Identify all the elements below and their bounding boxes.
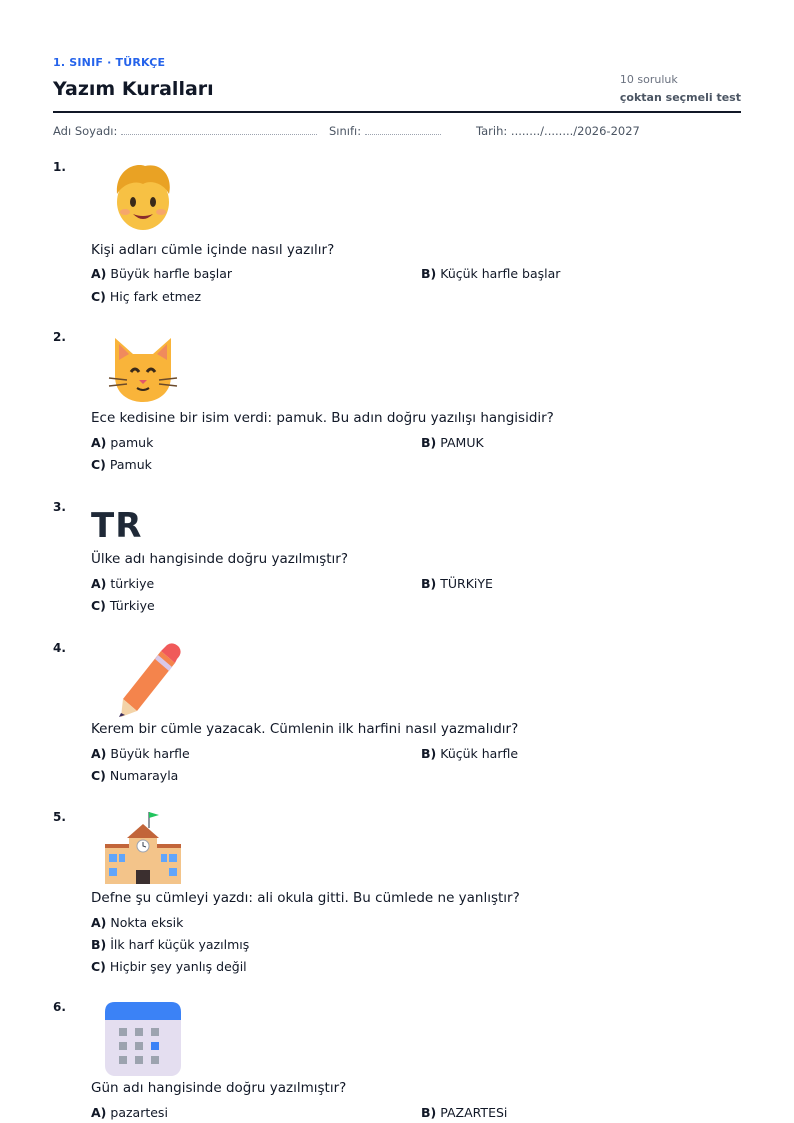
option-letter: C) — [91, 598, 106, 613]
option-text: Küçük harfle — [440, 746, 519, 761]
name-field — [53, 124, 317, 138]
class-label: Sınıfı: — [329, 124, 362, 138]
calendar-icon — [105, 1000, 181, 1076]
option-letter: A) — [91, 435, 107, 450]
option-b[interactable] — [421, 266, 560, 281]
option-b[interactable] — [421, 576, 493, 591]
option-a[interactable] — [91, 266, 232, 281]
option-text: Hiçbir şey yanlış değil — [109, 959, 247, 974]
option-text: pazartesi — [110, 1105, 168, 1120]
question-number: 3. — [53, 500, 66, 514]
option-letter: A) — [91, 915, 107, 930]
date-value: ......../......../2026-2027 — [510, 124, 640, 138]
date-label: Tarih: — [476, 124, 508, 138]
date-field — [476, 124, 640, 138]
option-text: Türkiye — [109, 598, 155, 613]
option-text: PAMUK — [440, 435, 484, 450]
option-text: PAZARTESi — [440, 1105, 508, 1120]
option-a[interactable] — [91, 435, 153, 450]
question-number: 6. — [53, 1000, 66, 1014]
child-face-icon — [105, 160, 181, 236]
pencil-icon — [105, 641, 181, 717]
option-text: Büyük harfle başlar — [110, 266, 233, 281]
question-text: Ülke adı hangisinde doğru yazılmıştır? — [91, 551, 349, 567]
question-count: 10 soruluk — [619, 73, 678, 86]
option-b[interactable] — [421, 435, 484, 450]
option-text: Küçük harfle başlar — [440, 266, 561, 281]
question-number: 1. — [53, 160, 66, 174]
option-letter: A) — [91, 266, 107, 281]
test-meta — [620, 71, 741, 107]
option-text: Numarayla — [109, 768, 179, 783]
page-title: Yazım Kuralları — [53, 78, 214, 100]
option-letter: A) — [91, 1105, 107, 1120]
option-text: Büyük harfle — [110, 746, 190, 761]
option-text: Pamuk — [109, 457, 152, 472]
test-type: çoktan seçmeli test — [619, 91, 741, 104]
option-letter: B) — [421, 746, 437, 761]
option-letter: A) — [91, 576, 107, 591]
option-a[interactable] — [91, 915, 183, 930]
option-c[interactable] — [91, 959, 247, 974]
question-number: 5. — [53, 810, 66, 824]
option-b[interactable] — [421, 1105, 507, 1120]
question-number: 2. — [53, 330, 66, 344]
question-text: Kerem bir cümle yazacak. Cümlenin ilk harfini nasıl yazmalıdır? — [91, 721, 519, 737]
school-icon — [105, 810, 181, 886]
cat-face-icon — [105, 330, 181, 406]
name-label: Adı Soyadı: — [53, 124, 118, 138]
option-c[interactable] — [91, 768, 178, 783]
class-field — [329, 124, 441, 138]
option-letter: B) — [421, 266, 437, 281]
option-letter: A) — [91, 746, 107, 761]
question-text: Defne şu cümleyi yazdı: ali okula gitti. Bu cümlede ne yanlıştır? — [91, 890, 520, 906]
country-code-badge: TR — [91, 506, 143, 546]
option-text: TÜRKiYE — [440, 576, 493, 591]
option-letter: B) — [421, 1105, 437, 1120]
option-text: İlk harf küçük yazılmış — [110, 937, 250, 952]
option-letter: C) — [91, 768, 106, 783]
option-text: Hiç fark etmez — [109, 289, 202, 304]
option-b[interactable] — [91, 937, 249, 952]
option-text: Nokta eksik — [110, 915, 184, 930]
header-divider — [53, 111, 741, 113]
option-letter: C) — [91, 457, 106, 472]
subject-label: 1. SINIF · TÜRKÇE — [53, 56, 166, 69]
question-text: Kişi adları cümle içinde nasıl yazılır? — [91, 242, 335, 258]
option-c[interactable] — [91, 289, 201, 304]
option-letter: C) — [91, 959, 106, 974]
option-b[interactable] — [421, 746, 518, 761]
option-letter: B) — [421, 576, 437, 591]
question-text: Gün adı hangisinde doğru yazılmıştır? — [91, 1080, 347, 1096]
class-blank — [365, 125, 441, 135]
option-text: pamuk — [110, 435, 154, 450]
option-c[interactable] — [91, 457, 152, 472]
option-a[interactable] — [91, 576, 154, 591]
name-blank — [121, 125, 317, 135]
option-text: türkiye — [110, 576, 155, 591]
option-a[interactable] — [91, 1105, 168, 1120]
question-text: Ece kedisine bir isim verdi: pamuk. Bu adın doğru yazılışı hangisidir? — [91, 410, 554, 426]
option-a[interactable] — [91, 746, 190, 761]
question-number: 4. — [53, 641, 66, 655]
option-c[interactable] — [91, 598, 155, 613]
option-letter: C) — [91, 289, 106, 304]
option-letter: B) — [91, 937, 107, 952]
option-letter: B) — [421, 435, 437, 450]
